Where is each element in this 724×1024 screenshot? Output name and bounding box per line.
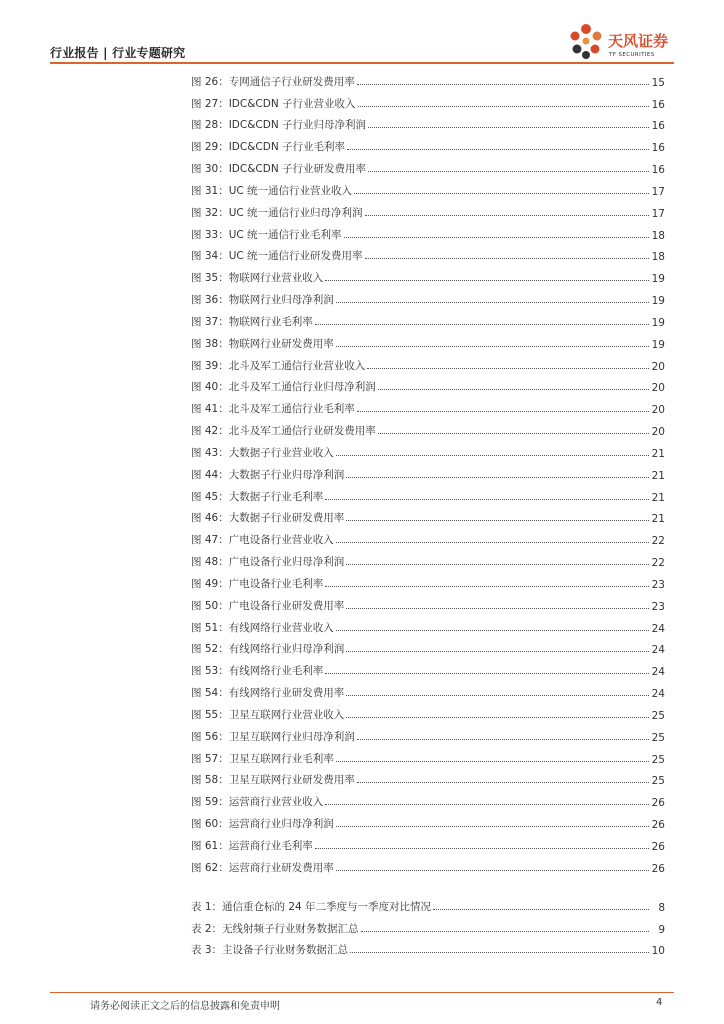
toc-entry-label: 图 29：IDC&CDN 子行业毛利率 — [191, 141, 346, 154]
figure-toc-row[interactable] — [191, 132, 665, 154]
toc-entry-page: 20 — [651, 360, 665, 373]
figure-toc-row[interactable] — [191, 569, 665, 591]
figure-toc-row[interactable] — [191, 198, 665, 220]
dot-leader — [336, 761, 649, 762]
toc-entry-page: 18 — [651, 251, 665, 264]
figure-toc-row[interactable] — [191, 394, 665, 416]
figure-toc-row[interactable] — [191, 504, 665, 526]
toc-entry-label: 图 41：北斗及军工通信行业毛利率 — [191, 403, 355, 416]
dot-leader — [368, 171, 649, 172]
page-number: 4 — [656, 997, 663, 1008]
dot-leader — [344, 237, 649, 238]
dot-leader — [336, 302, 649, 303]
figure-toc-row[interactable] — [191, 438, 665, 460]
toc-entry-page: 17 — [651, 207, 665, 220]
dot-leader — [346, 477, 649, 478]
toc-entry-label: 图 38：物联网行业研发费用率 — [191, 337, 334, 350]
toc-entry-page: 17 — [651, 185, 665, 198]
toc-entry-label: 图 47：广电设备行业营业收入 — [191, 534, 334, 547]
dot-leader — [315, 324, 649, 325]
figure-toc-row[interactable] — [191, 351, 665, 373]
toc-entry-page: 24 — [651, 666, 665, 679]
toc-entry-label: 图 58：卫星互联网行业研发费用率 — [191, 774, 355, 787]
dot-leader — [336, 455, 649, 456]
toc-entry-label: 图 36：物联网行业归母净利润 — [191, 294, 334, 307]
toc-entry-label: 图 43：大数据子行业营业收入 — [191, 446, 334, 459]
toc-entry-page: 19 — [651, 295, 665, 308]
dot-leader — [433, 909, 649, 910]
dot-leader — [357, 411, 649, 412]
toc-entry-page: 18 — [651, 229, 665, 242]
toc-entry-label: 图 46：大数据子行业研发费用率 — [191, 512, 345, 525]
toc-entry-page: 22 — [651, 535, 665, 548]
toc-entry-page: 20 — [651, 426, 665, 439]
toc-entry-label: 图 35：物联网行业营业收入 — [191, 272, 324, 285]
toc-entry-label: 图 28：IDC&CDN 子行业归母净利润 — [191, 119, 367, 132]
dot-leader — [365, 215, 649, 216]
toc-entry-label: 图 52：有线网络行业归母净利润 — [191, 643, 345, 656]
toc-entry-label: 图 33：UC 统一通信行业毛利率 — [191, 228, 342, 241]
toc-entry-label: 图 54：有线网络行业研发费用率 — [191, 687, 345, 700]
dot-leader — [346, 651, 649, 652]
figure-toc-row[interactable] — [191, 722, 665, 744]
figure-toc-row[interactable] — [191, 678, 665, 700]
toc-entry-page: 26 — [651, 840, 665, 853]
toc-entry-page: 24 — [651, 688, 665, 701]
toc-entry-page: 26 — [651, 818, 665, 831]
toc-entry-page: 25 — [651, 753, 665, 766]
dot-leader — [315, 848, 649, 849]
figure-toc-row[interactable] — [191, 613, 665, 635]
dot-leader — [346, 717, 649, 718]
toc-entry-page: 10 — [651, 945, 665, 958]
figure-toc-row[interactable] — [191, 809, 665, 831]
figure-toc-row[interactable] — [191, 831, 665, 853]
figure-toc-row[interactable] — [191, 89, 665, 111]
figure-toc-row[interactable] — [191, 766, 665, 788]
dot-leader — [378, 389, 649, 390]
figure-toc-row[interactable] — [191, 285, 665, 307]
toc-entry-page: 21 — [651, 513, 665, 526]
toc-entry-page: 20 — [651, 382, 665, 395]
toc-entry-label: 图 51：有线网络行业营业收入 — [191, 621, 334, 634]
dot-leader — [368, 127, 649, 128]
dot-leader — [354, 193, 649, 194]
figure-toc-row[interactable] — [191, 591, 665, 613]
toc-entry-page: 25 — [651, 775, 665, 788]
figure-toc-row[interactable] — [191, 176, 665, 198]
toc-entry-page: 15 — [651, 76, 665, 89]
figure-toc-row[interactable] — [191, 525, 665, 547]
dot-leader — [346, 608, 649, 609]
dot-leader — [361, 931, 649, 932]
figure-toc-row[interactable] — [191, 787, 665, 809]
figure-toc-row[interactable] — [191, 307, 665, 329]
toc-entry-label: 图 45：大数据子行业毛利率 — [191, 490, 324, 503]
toc-entry-label: 图 55：卫星互联网行业营业收入 — [191, 708, 345, 721]
toc-entry-label: 图 60：运营商行业归母净利润 — [191, 817, 334, 830]
figure-toc-row[interactable] — [191, 460, 665, 482]
toc-entry-label: 图 34：UC 统一通信行业研发费用率 — [191, 250, 363, 263]
toc-entry-page: 19 — [651, 338, 665, 351]
dot-leader — [347, 149, 649, 150]
toc-entry-page: 23 — [651, 578, 665, 591]
toc-entry-label: 图 56：卫星互联网行业归母净利润 — [191, 730, 355, 743]
logo-name-cn: 天风证券 — [608, 32, 669, 50]
toc-entry-label: 图 31：UC 统一通信行业营业收入 — [191, 184, 353, 197]
dot-leader — [336, 346, 649, 347]
toc-entry-page: 19 — [651, 273, 665, 286]
figure-toc-row[interactable] — [191, 373, 665, 395]
figure-toc-row[interactable] — [191, 416, 665, 438]
figure-toc-row[interactable] — [191, 111, 665, 133]
dot-leader — [346, 695, 649, 696]
table-toc-row[interactable] — [191, 892, 665, 914]
toc-entry-label: 图 62：运营商行业研发费用率 — [191, 861, 334, 874]
toc-entry-label: 图 40：北斗及军工通信行业归母净利润 — [191, 381, 376, 394]
toc-entry-page: 21 — [651, 469, 665, 482]
toc-entry-label: 图 50：广电设备行业研发费用率 — [191, 599, 345, 612]
toc-entry-page: 8 — [658, 901, 665, 914]
table-list — [191, 892, 665, 957]
toc-entry-label: 图 39：北斗及军工通信行业营业收入 — [191, 359, 366, 372]
dot-leader — [350, 952, 649, 953]
figure-toc-row[interactable] — [191, 154, 665, 176]
dot-leader — [325, 586, 649, 587]
toc-entry-label: 图 44：大数据子行业归母净利润 — [191, 468, 345, 481]
toc-entry-label: 图 42：北斗及军工通信行业研发费用率 — [191, 425, 376, 438]
toc-entry-page: 24 — [651, 644, 665, 657]
dot-leader — [325, 499, 649, 500]
toc-entry-page: 25 — [651, 709, 665, 722]
report-category: 行业报告 | 行业专题研究 — [50, 46, 186, 60]
dot-leader — [336, 870, 649, 871]
footer-disclaimer: 请务必阅读正文之后的信息披露和免责申明 — [90, 1001, 280, 1012]
toc-entry-label: 图 49：广电设备行业毛利率 — [191, 577, 324, 590]
dot-leader — [325, 280, 649, 281]
dot-leader — [357, 739, 649, 740]
toc-entry-label: 图 37：物联网行业毛利率 — [191, 315, 313, 328]
dot-leader — [365, 258, 649, 259]
dot-leader — [378, 433, 649, 434]
dot-leader — [336, 542, 649, 543]
toc-entry-page: 26 — [651, 862, 665, 875]
toc-entry-label: 图 61：运营商行业毛利率 — [191, 839, 313, 852]
footer-divider — [50, 992, 674, 993]
toc-entry-page: 9 — [658, 923, 665, 936]
figure-toc-row[interactable] — [191, 263, 665, 285]
figure-toc-row[interactable] — [191, 482, 665, 504]
toc-entry-page: 21 — [651, 491, 665, 504]
figure-toc-row[interactable] — [191, 547, 665, 569]
toc-entry-page: 16 — [651, 98, 665, 111]
toc-entry-label: 表 1：通信重仓标的 24 年二季度与一季度对比情况 — [191, 900, 432, 913]
toc-entry-label: 图 30：IDC&CDN 子行业研发费用率 — [191, 163, 367, 176]
toc-entry-page: 22 — [651, 557, 665, 570]
toc-entry-page: 21 — [651, 447, 665, 460]
toc-entry-page: 26 — [651, 797, 665, 810]
toc-entry-page: 20 — [651, 404, 665, 417]
toc-entry-label: 表 2：无线射频子行业财务数据汇总 — [191, 922, 359, 935]
dot-leader — [336, 826, 649, 827]
dot-leader — [346, 564, 649, 565]
toc-entry-label: 图 57：卫星互联网行业毛利率 — [191, 752, 334, 765]
toc-entry-label: 图 59：运营商行业营业收入 — [191, 796, 324, 809]
table-toc-row[interactable] — [191, 914, 665, 936]
logo-flower-icon — [566, 22, 606, 62]
figure-toc-row[interactable] — [191, 656, 665, 678]
figure-toc-row[interactable] — [191, 700, 665, 722]
toc-entry-label: 图 26：专网通信子行业研发费用率 — [191, 75, 355, 88]
dot-leader — [367, 368, 649, 369]
header-divider — [50, 62, 674, 64]
figure-list — [191, 67, 665, 875]
toc-entry-page: 16 — [651, 142, 665, 155]
toc-entry-label: 图 48：广电设备行业归母净利润 — [191, 556, 345, 569]
figure-toc-row[interactable] — [191, 635, 665, 657]
company-logo — [566, 22, 686, 64]
dot-leader — [358, 106, 649, 107]
figure-toc-row[interactable] — [191, 853, 665, 875]
toc-entry-page: 24 — [651, 622, 665, 635]
dot-leader — [346, 520, 649, 521]
dot-leader — [357, 782, 649, 783]
toc-entry-label: 表 3：主设备子行业财务数据汇总 — [191, 944, 349, 957]
toc-entry-page: 16 — [651, 120, 665, 133]
toc-entry-label: 图 53：有线网络行业毛利率 — [191, 665, 324, 678]
toc-entry-label: 图 27：IDC&CDN 子行业营业收入 — [191, 97, 356, 110]
toc-entry-page: 19 — [651, 316, 665, 329]
toc-entry-page: 23 — [651, 600, 665, 613]
figure-toc-row[interactable] — [191, 329, 665, 351]
dot-leader — [336, 630, 649, 631]
table-toc-row[interactable] — [191, 936, 665, 958]
toc-entry-page: 16 — [651, 164, 665, 177]
figure-toc-row[interactable] — [191, 744, 665, 766]
logo-name-en: TF SECURITIES — [609, 52, 655, 58]
dot-leader — [325, 673, 649, 674]
toc-entry-page: 25 — [651, 731, 665, 744]
toc-entry-label: 图 32：UC 统一通信行业归母净利润 — [191, 206, 363, 219]
dot-leader — [357, 84, 649, 85]
figure-toc-row[interactable] — [191, 242, 665, 264]
figure-toc-row[interactable] — [191, 67, 665, 89]
figure-toc-row[interactable] — [191, 220, 665, 242]
dot-leader — [325, 804, 649, 805]
